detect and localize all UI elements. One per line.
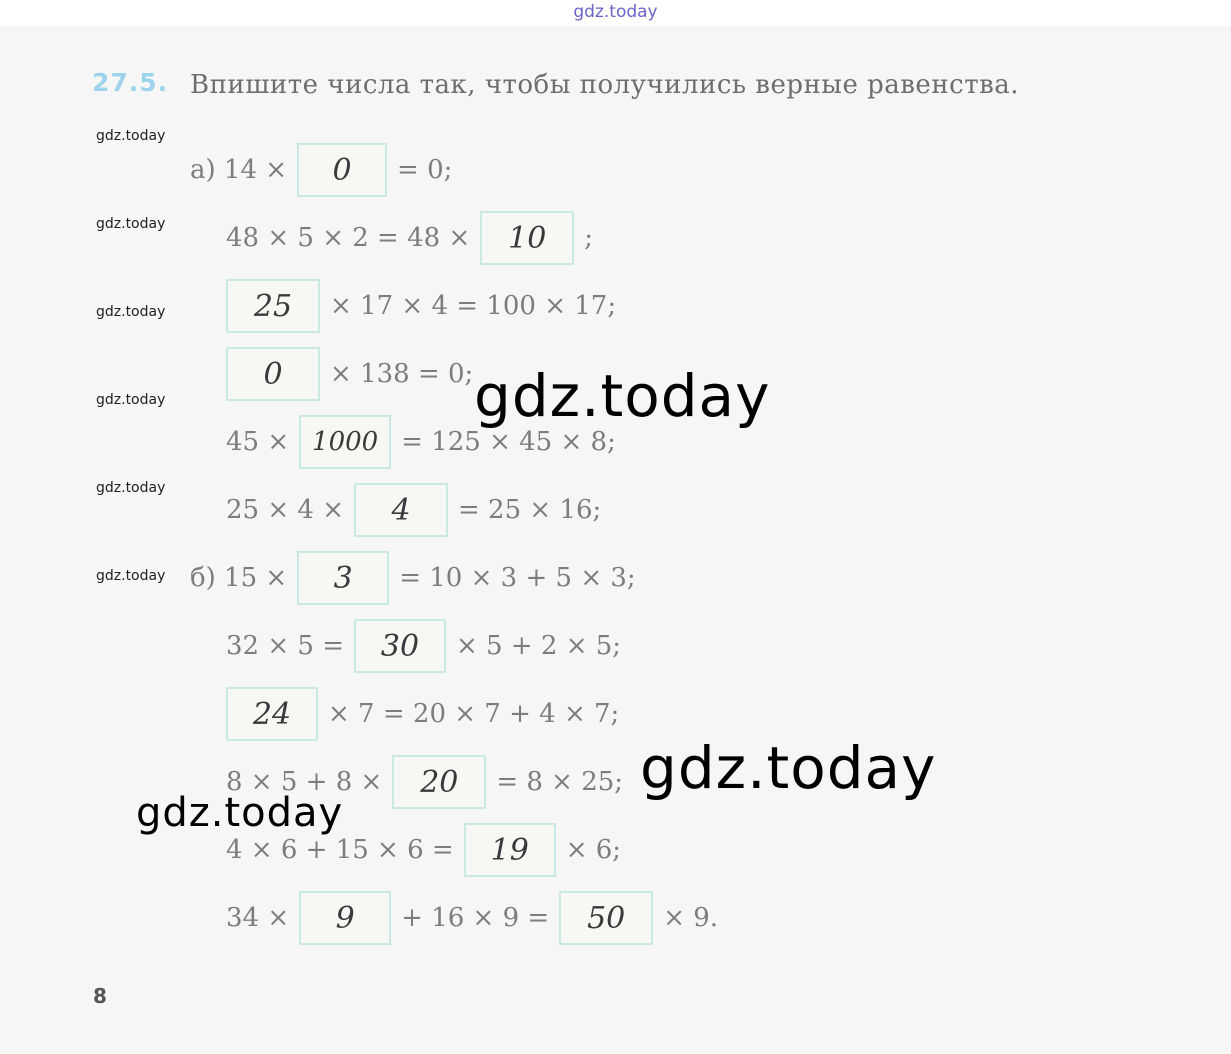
equation-row [190,550,636,606]
answer-box[interactable]: 25 [226,279,320,333]
exercise-instruction: Впишите числа так, чтобы получились верные равенства. [190,70,1019,100]
equation-row [216,686,619,742]
equation-right: × 5 + 2 × 5; [456,631,622,661]
equation-left: 4 × 6 + 15 × 6 = [226,835,454,865]
equation-left: 32 × 5 = [226,631,344,661]
answer-box[interactable]: 4 [354,483,448,537]
answer-box[interactable]: 1000 [299,415,391,469]
equation-row [216,346,473,402]
side-watermark: gdz.today [96,216,166,232]
answer-box[interactable]: 50 [559,891,653,945]
side-watermark: gdz.today [96,480,166,496]
equation-right: × 7 = 20 × 7 + 4 × 7; [328,699,620,729]
side-watermark: gdz.today [96,568,166,584]
equation-row [190,142,452,198]
equation-left: 25 × 4 × [226,495,344,525]
answer-box[interactable]: 0 [297,143,387,197]
watermark: gdz.today [474,362,771,430]
side-watermark: gdz.today [96,304,166,320]
equation-left: 48 × 5 × 2 = 48 × [226,223,471,253]
equation-right: × 17 × 4 = 100 × 17; [330,291,617,321]
equation-row [216,278,616,334]
answer-box[interactable]: 30 [354,619,446,673]
equation-row [226,482,601,538]
equation-left: б) 15 × [190,563,288,593]
answer-box[interactable]: 9 [299,891,391,945]
equation-right: × 138 = 0; [330,359,474,389]
side-watermark: gdz.today [96,128,166,144]
equation-row [226,890,718,946]
page-number: 8 [93,984,107,1008]
answer-box[interactable]: 20 [392,755,486,809]
equation-right: ; [584,223,594,253]
equation-right: = 0; [397,155,453,185]
equation-row [226,210,593,266]
answer-box[interactable]: 24 [226,687,318,741]
equation-middle: + 16 × 9 = [401,903,550,933]
equation-left: 8 × 5 + 8 × [226,767,383,797]
answer-box[interactable]: 10 [480,211,574,265]
equation-right: = 125 × 45 × 8; [401,427,616,457]
equation-right: = 8 × 25; [496,767,624,797]
equation-right: × 9. [663,903,719,933]
top-bar [0,0,1231,26]
exercise-number: 27.5. [92,68,169,97]
equation-left: 45 × [226,427,290,457]
equation-left: 34 × [226,903,290,933]
answer-box[interactable]: 3 [297,551,389,605]
equation-right: × 6; [565,835,622,865]
site-link[interactable]: gdz.today [573,2,658,22]
answer-box[interactable]: 0 [226,347,320,401]
equation-row [226,618,621,674]
equation-right: = 25 × 16; [458,495,602,525]
answer-box[interactable]: 19 [464,823,556,877]
watermark: gdz.today [640,734,937,802]
side-watermark: gdz.today [96,392,166,408]
watermark: gdz.today [136,790,344,836]
equation-right: = 10 × 3 + 5 × 3; [399,563,636,593]
equation-left: а) 14 × [190,155,288,185]
